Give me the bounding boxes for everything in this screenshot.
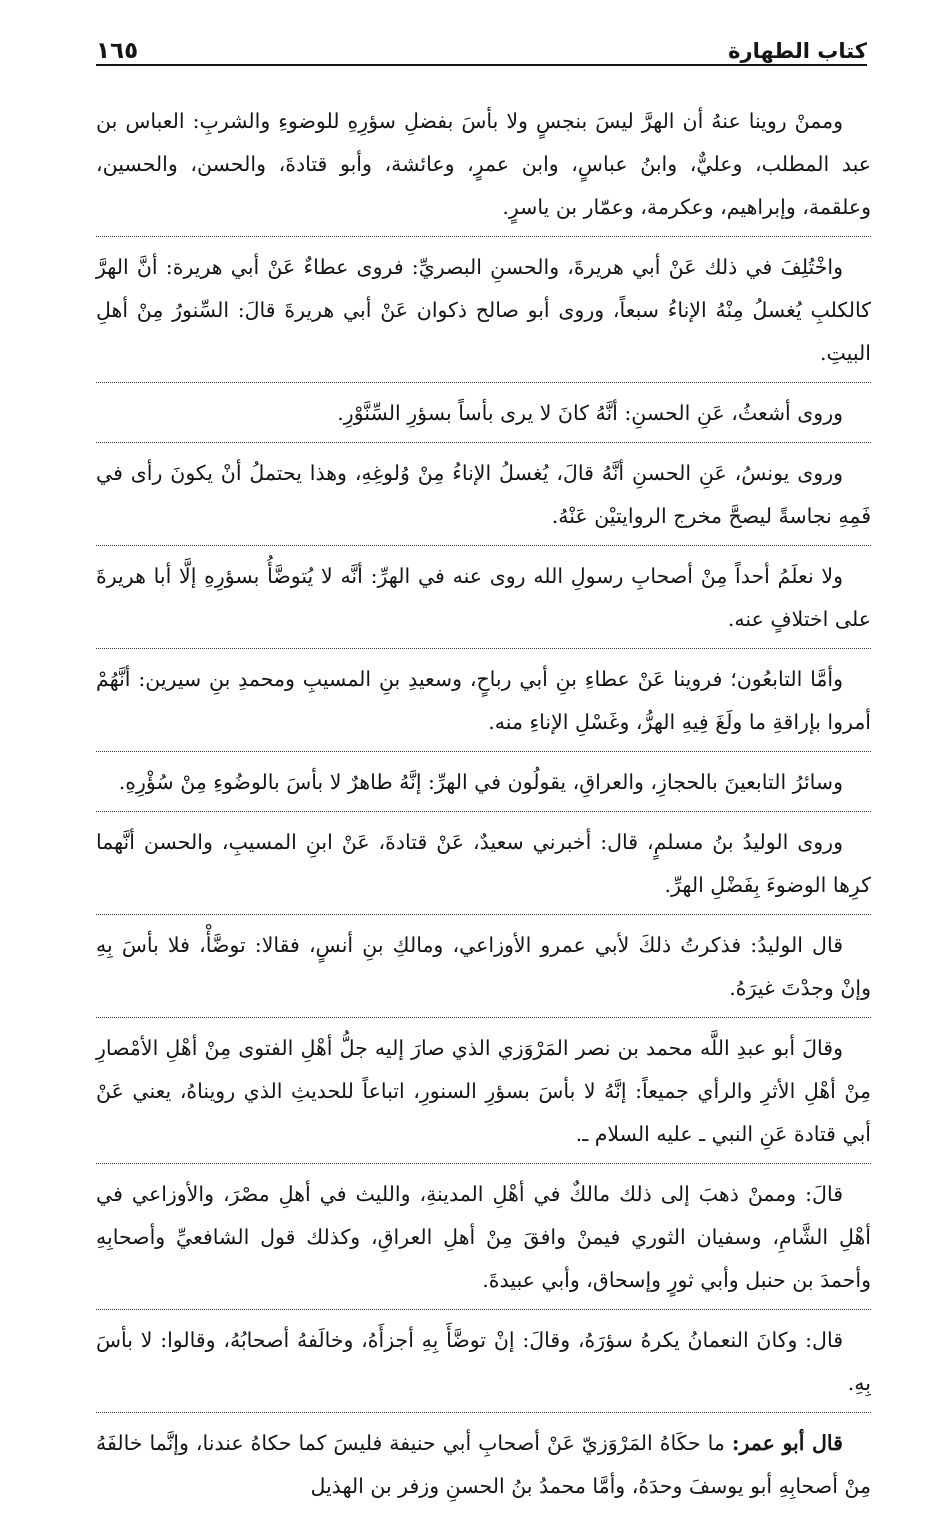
- header-rule: [96, 64, 867, 66]
- paragraph: [96, 246, 871, 383]
- body-text: [96, 100, 871, 1524]
- running-header: [96, 38, 867, 78]
- paragraph-text: قال: وكانَ النعمانُ يكرهُ سؤرَهُ، وقالَ: إنْ توضَّأَ بِهِ أجزأَهُ، وخالَفهُ أصحابُهُ، وقالوا: لا بأسَ بِهِ.: [96, 1328, 871, 1395]
- paragraph-text: قالَ: وممنْ ذهبَ إلى ذلك مالكٌ في أهْلِ المدينةِ، والليث في أهلِ مصْرَ، والأوزاعي في أهْلِ الشَّامِ، وسفيان الثوري فيمنْ وافقَ مِنْ أهلِ العراقِ، وكذلك قول الشافعيِّ وأصحابِهِ وأحمدَ بن حنبل وأبي ثورٍ وإسحاق، وأبي عبيدةَ.: [96, 1182, 871, 1292]
- page-number: ١٦٥: [96, 38, 139, 64]
- paragraph: [96, 761, 871, 812]
- paragraph: [96, 100, 871, 237]
- paragraph: [96, 924, 871, 1018]
- paragraph-text: ولا نعلَمُ أحداً مِنْ أصحابِ رسولِ الله روى عنه في الهرِّ: أنَّه لا يُتوضَّأُ بسؤرِهِ إلَّا أبا هريرةَ على اختلافٍ عنه.: [96, 564, 871, 631]
- paragraph-text: وسائرُ التابعينَ بالحجازِ، والعراقِ، يقولُون في الهرِّ: إنَّهُ طاهرٌ لا بأسَ بالوضُوءِ مِنْ سُؤْرِهِ.: [118, 770, 843, 794]
- paragraph: [96, 555, 871, 649]
- paragraph-text: وروى الوليدُ بنُ مسلمٍ، قال: أخبرني سعيدٌ، عَنْ قتادةَ، عَنْ ابنِ المسيبِ، والحسن أنَّهما كرِها الوضوءَ بِفَضْلِ الهرِّ.: [96, 830, 871, 897]
- paragraph-text: ما حكَاهُ المَرْوَزيّ عَنْ أصحابِ أبي حنيفة فليسَ كما حكاهُ عندنا، وإنَّما خالفَهُ مِنْ أصحابِهِ أبو يوسفَ وحدَهُ، وأمَّا محمدُ بنُ الحسنِ وزفر بن الهذيل: [96, 1431, 871, 1498]
- chapter-title: كتاب الطهارة: [728, 39, 867, 63]
- paragraph: [96, 658, 871, 752]
- paragraph-text: وأمَّا التابعُون؛ فروينا عَنْ عطاءِ بنِ أبي رباحٍ، وسعيدِ بنِ المسيبِ ومحمدِ بنِ سيرين: أنَّهُمْ أمروا بإراقةِ ما ولَغَ فِيهِ الهرُّ، وغَسْلِ الإناءِ منه.: [96, 667, 871, 734]
- paragraph: [96, 452, 871, 546]
- paragraph: [96, 1422, 871, 1515]
- paragraph: [96, 392, 871, 443]
- paragraph: [96, 821, 871, 915]
- paragraph: [96, 1319, 871, 1413]
- paragraph: [96, 1173, 871, 1310]
- paragraph-text: وممنْ روينا عنهُ أن الهرَّ ليسَ بنجسٍ ولا بأسَ بفضلِ سؤرِهِ للوضوءِ والشربِ: العباس بن عبد المطلب، وعليٌّ، وابنُ عباسٍ، وابن عمرٍ، وعائشة، وأبو قتادةَ، والحسن، والحسين، وعلقمة، وإبراهيم، وعكرمة، وعمّار بن ياسرٍ.: [96, 109, 871, 219]
- paragraph-text: قال الوليدُ: فذكرتُ ذلكَ لأبي عمرو الأوزاعي، ومالكِ بنِ أنسٍ، فقالا: توضَّأْ، فلا بأسَ بِهِ وإنْ وجدْتَ غيرَهُ.: [96, 933, 871, 1000]
- paragraph-text: وروى أشعثُ، عَنِ الحسنِ: أنَّهُ كانَ لا يرى بأساً بسؤرِ السِّنَّوْرِ.: [337, 401, 843, 425]
- paragraph-text: وروى يونسُ، عَنِ الحسنِ أنَّهُ قالَ، يُغسلُ الإناءُ مِنْ وُلوغِهِ، وهذا يحتملُ أنْ يكونَ رأى في فَمِهِ نجاسةً ليصحَّ مخرج الروايتيْن عَنْهُ.: [96, 461, 871, 528]
- paragraph-text: وقالَ أبو عبدِ اللَّه محمد بن نصر المَرْوَزي الذي صارَ إليه جلُّ أهْلِ الفتوى مِنْ أهْلِ الأمْصارِ مِنْ أهْلِ الأثرِ والرأي جميعاً: إنَّهُ لا بأسَ بسؤرِ السنورِ، اتباعاً للحديثِ الذي رويناهُ، يعني عَنْ أبي قتادة عَنِ النبي ـ عليه السلام ـ.: [96, 1036, 871, 1146]
- paragraph-lead: قال أبو عمر:: [731, 1431, 843, 1455]
- paragraph: [96, 1027, 871, 1164]
- paragraph-text: واخْتُلِفَ في ذلك عَنْ أبي هريرةَ، والحسنِ البصريِّ: فروى عطاءٌ عَنْ أبي هريرة: أنَّ الهرَّ كالكلبِ يُغسلُ مِنْهُ الإناءُ سبعاً، وروى أبو صالح ذكوان عَنْ أبي هريرةَ قالَ: السِّنورُ مِنْ أهلِ البيتِ.: [96, 255, 871, 365]
